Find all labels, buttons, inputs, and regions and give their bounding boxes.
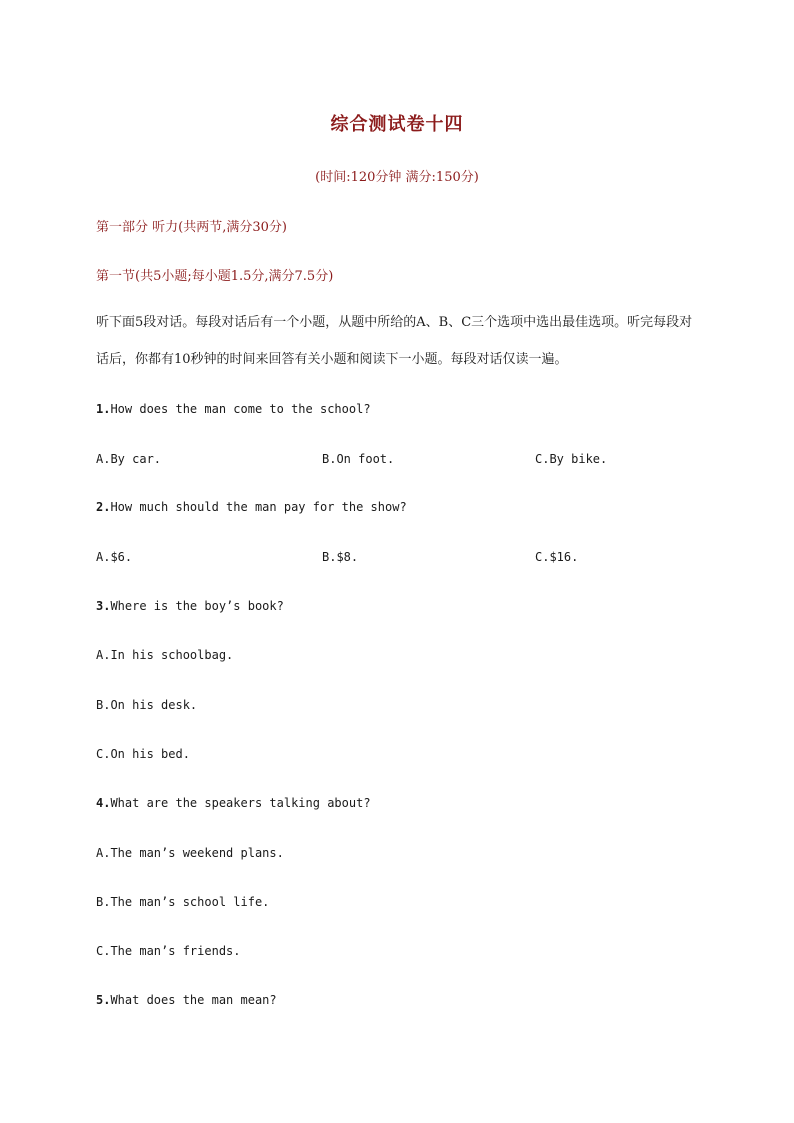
option-b: B.On his desk.	[96, 698, 198, 712]
question-text: How much should the man pay for the show?	[110, 500, 407, 514]
question-3	[96, 599, 284, 613]
option-b: B.$8.	[322, 550, 359, 564]
question-number: 3.	[96, 599, 111, 613]
question-number: 5.	[96, 993, 111, 1007]
option-c: C.By bike.	[535, 452, 608, 466]
option-a: A.The man’s weekend plans.	[96, 846, 284, 860]
question-text: What does the man mean?	[110, 993, 277, 1007]
option-b: B.The man’s school life.	[96, 895, 270, 909]
page-title: 综合测试卷十四	[330, 114, 464, 135]
option-c: C.The man’s friends.	[96, 944, 241, 958]
question-5	[96, 993, 277, 1007]
question-1	[96, 402, 371, 416]
option-a: A.By car.	[96, 452, 162, 466]
section-heading: 第一节(共5小题;每小题1.5分,满分7.5分)	[96, 269, 334, 284]
option-c: C.$16.	[535, 550, 579, 564]
question-text: Where is the boy’s book?	[110, 599, 284, 613]
instructions: 听下面5段对话。每段对话后有一个小题，从题中所给的A、B、C三个选项中选出最佳选项。听完每段对话后，你都有10秒钟的时间来回答有关小题和阅读下一小题。每段对话仅读一遍。	[96, 315, 693, 367]
question-number: 4.	[96, 796, 111, 810]
question-text: How does the man come to the school?	[110, 402, 371, 416]
question-4	[96, 796, 371, 810]
question-number: 2.	[96, 500, 111, 514]
option-c: C.On his bed.	[96, 747, 190, 761]
option-b: B.On foot.	[322, 452, 395, 466]
question-text: What are the speakers talking about?	[110, 796, 371, 810]
option-a: A.$6.	[96, 550, 133, 564]
part-heading: 第一部分 听力(共两节,满分30分)	[96, 220, 287, 235]
question-2	[96, 500, 407, 514]
option-a: A.In his schoolbag.	[96, 648, 234, 662]
exam-info: (时间:120分钟 满分:150分)	[315, 170, 479, 185]
question-number: 1.	[96, 402, 111, 416]
